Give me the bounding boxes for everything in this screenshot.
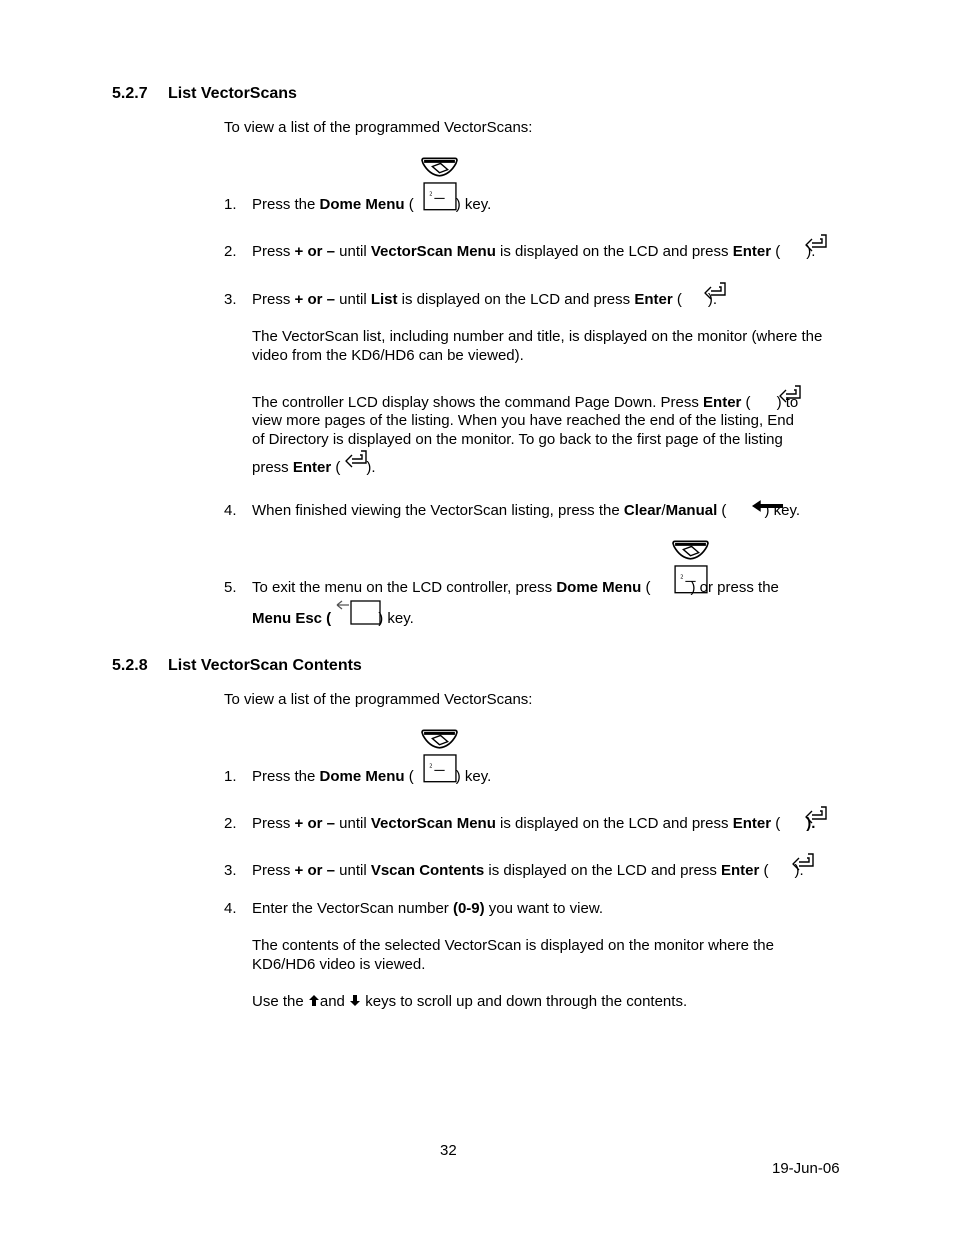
step-number: 2. xyxy=(224,815,237,832)
footer-date: 19-Jun-06 xyxy=(772,1160,840,1177)
section-heading-5-2-7 xyxy=(112,84,297,103)
step-text: When finished viewing the VectorScan listing, press the Clear/Manual ( ) key. xyxy=(252,502,800,519)
step-number: 2. xyxy=(224,243,237,260)
section-intro: To view a list of the programmed VectorScans: xyxy=(224,119,533,136)
step-text: Press the Dome Menu ( ) key. xyxy=(252,196,492,213)
paragraph-list-display: The VectorScan list, including number and title, is displayed on the monitor (where the video from the KD6/HD6 can be viewed). xyxy=(252,328,823,364)
step-text: Enter the VectorScan number (0-9) you want to view. xyxy=(252,900,604,917)
up-arrow-icon xyxy=(308,994,320,1007)
step-text: Press + or – until List is displayed on the LCD and press Enter ( ). xyxy=(252,291,717,308)
step-number: 4. xyxy=(224,900,237,917)
paragraph-contents-display: The contents of the selected VectorScan is displayed on the monitor where the KD6/HD6 video is viewed. xyxy=(252,937,774,973)
step-text: Press + or – until VectorScan Menu is displayed on the LCD and press Enter ( ). xyxy=(252,815,816,832)
section-title: List VectorScans xyxy=(168,85,297,102)
section-intro: To view a list of the programmed VectorScans: xyxy=(224,691,533,708)
section-number: 5.2.7 xyxy=(112,85,148,102)
step-number: 4. xyxy=(224,502,237,519)
step-number: 3. xyxy=(224,862,237,879)
section-title: List VectorScan Contents xyxy=(168,657,362,674)
paragraph-scroll-keys: Use the and keys to scroll up and down through the contents. xyxy=(252,993,688,1010)
paragraph-page-down-line1: The controller LCD display shows the command Page Down. Press Enter ( ) to xyxy=(252,394,799,411)
step-text: Press + or – until VectorScan Menu is displayed on the LCD and press Enter ( ). xyxy=(252,243,816,260)
step-number: 1. xyxy=(224,768,237,785)
section-heading-5-2-8 xyxy=(112,656,362,675)
down-arrow-icon xyxy=(349,994,361,1007)
paragraph-page-down-line2: view more pages of the listing. When you have reached the end of the listing, End xyxy=(252,412,794,429)
section-number: 5.2.8 xyxy=(112,657,148,674)
paragraph-page-down-line4: press Enter ( ). xyxy=(252,459,376,476)
step-number: 1. xyxy=(224,196,237,213)
step-text: Press + or – until Vscan Contents is displayed on the LCD and press Enter ( ). xyxy=(252,862,804,879)
step-number: 3. xyxy=(224,291,237,308)
paragraph-page-down-line3: of Directory is displayed on the monitor. To go back to the first page of the listing xyxy=(252,431,783,448)
page-number: 32 xyxy=(440,1142,457,1159)
step-text: Press the Dome Menu ( ) key. xyxy=(252,768,492,785)
step-text: To exit the menu on the LCD controller, press Dome Menu ( ) or press the xyxy=(252,579,779,596)
step-5-line2: Menu Esc ( ) key. xyxy=(252,610,414,627)
step-number: 5. xyxy=(224,579,237,596)
